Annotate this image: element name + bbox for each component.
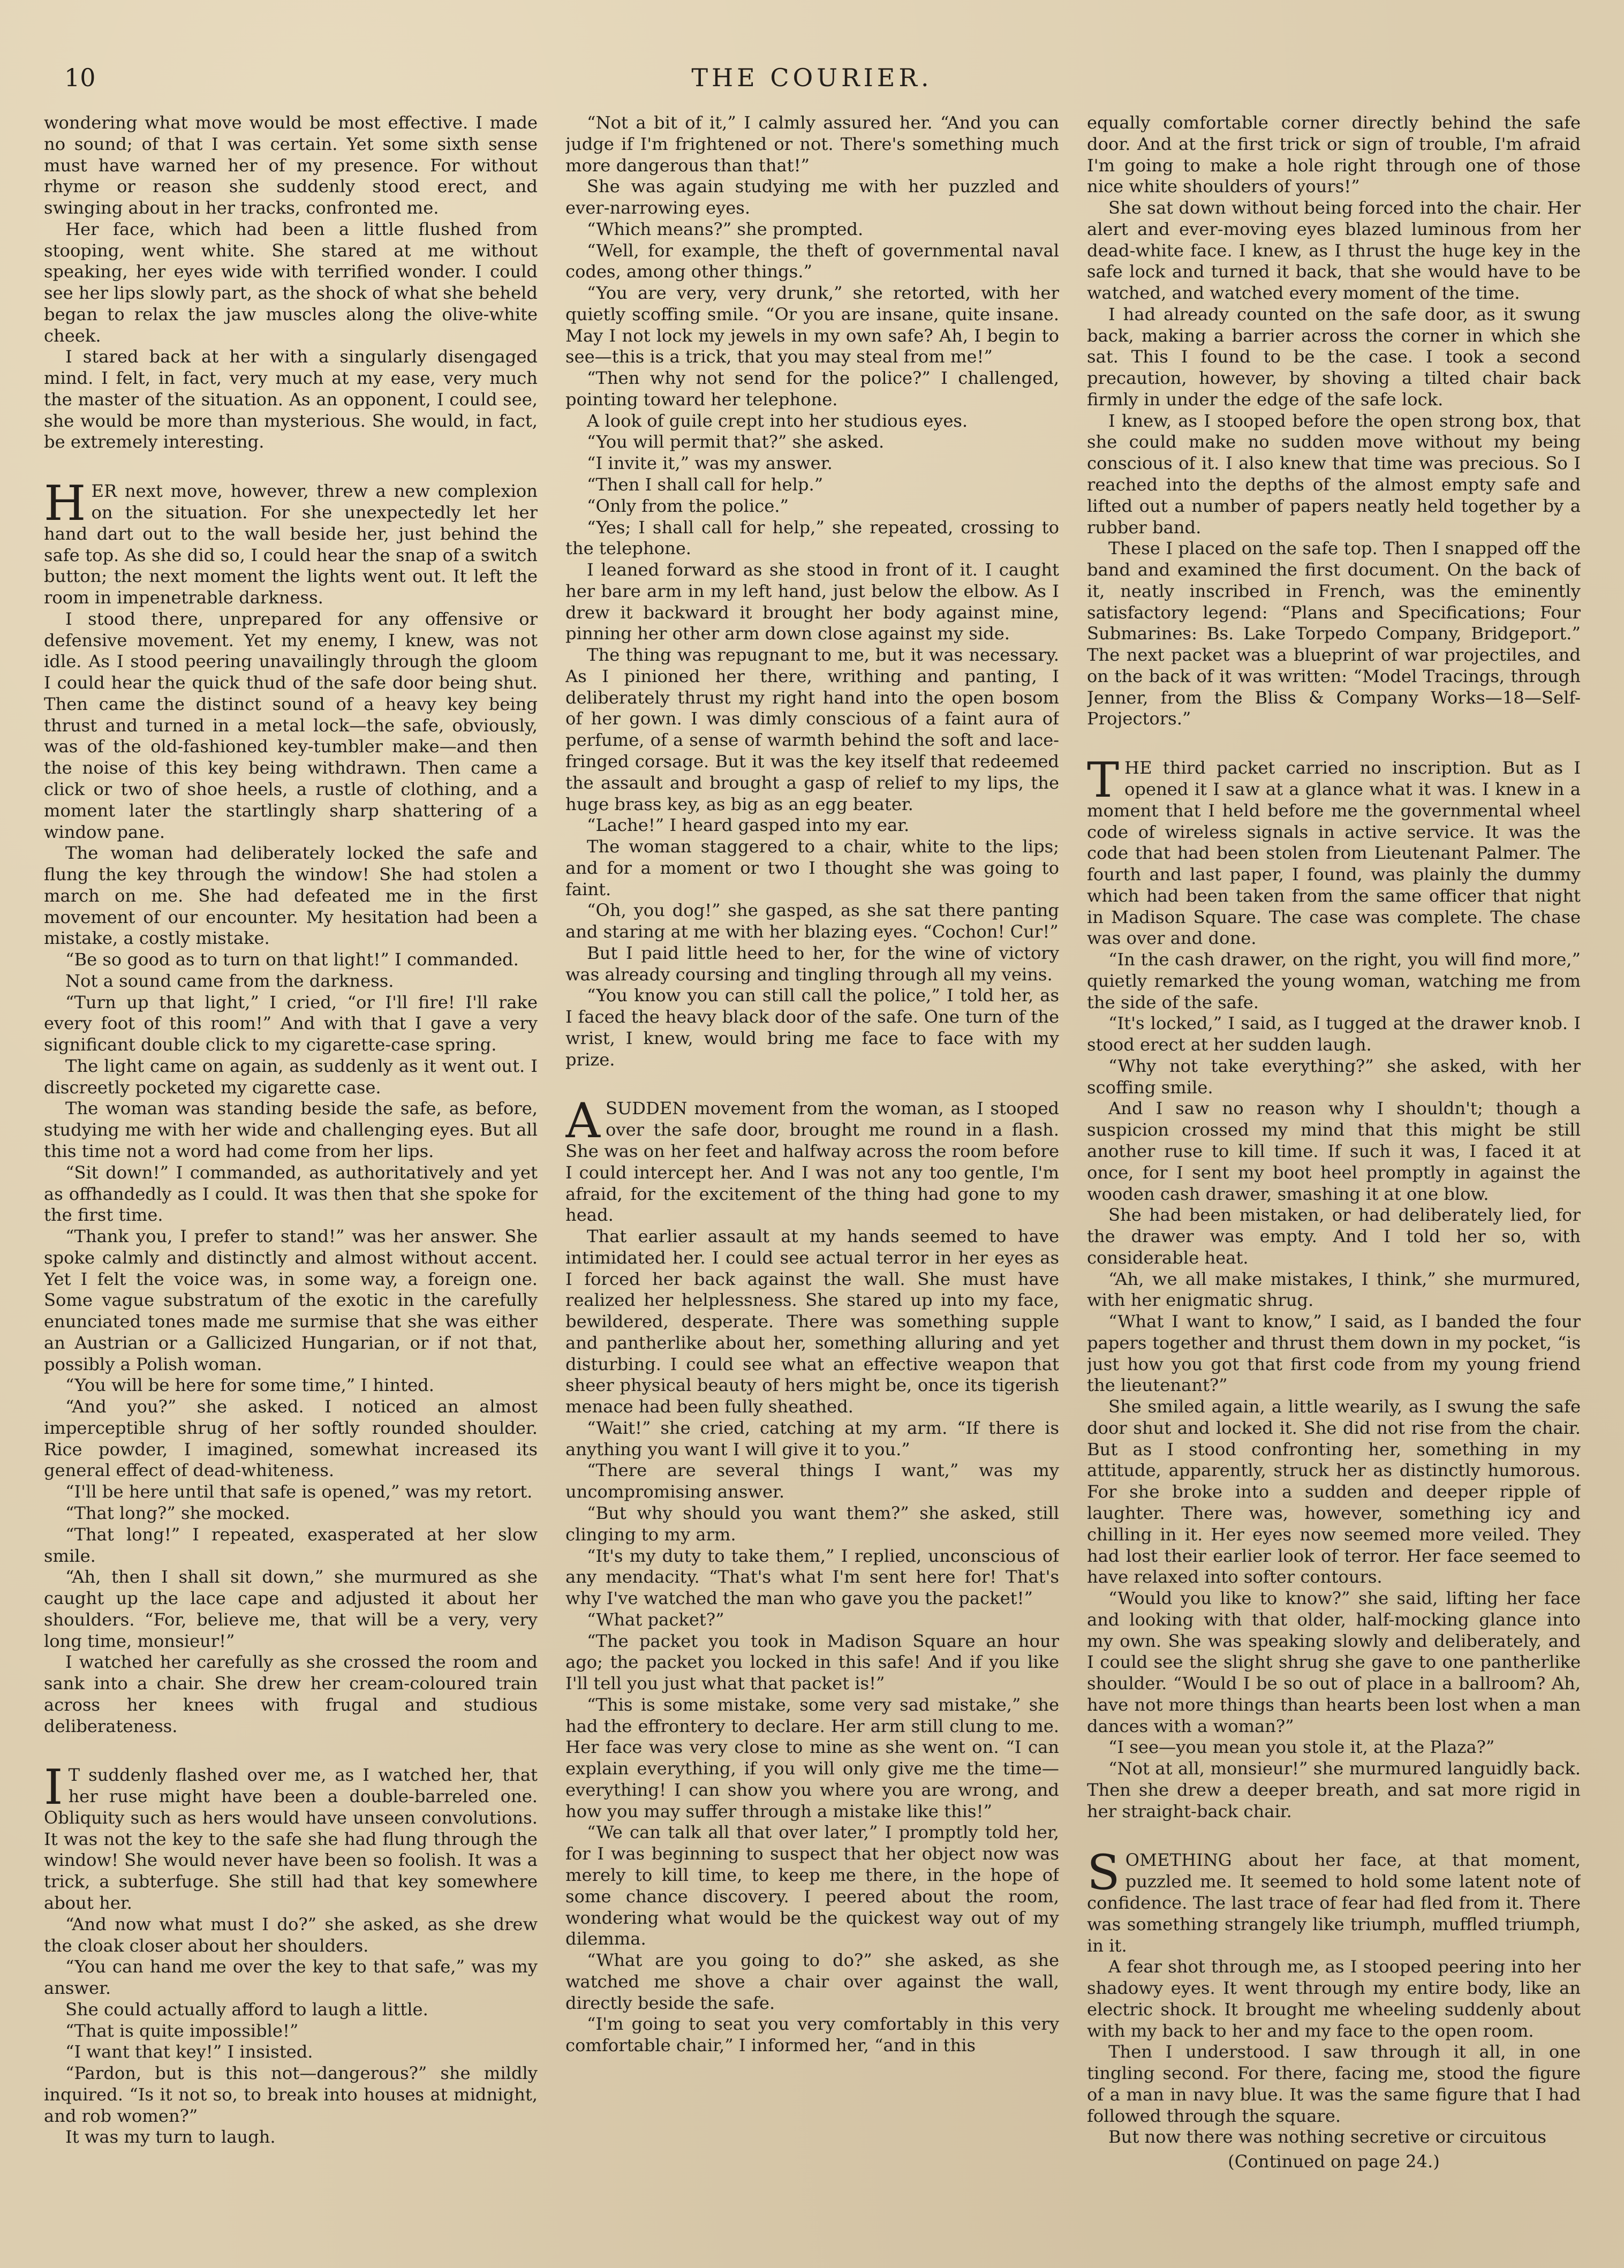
paragraph-text: (Continued on page 24.) — [1228, 2151, 1440, 2172]
paragraph-text: That earlier assault at my hands seemed to have intimidated her. I could see actual terror in her eyes as I forced her back against the wall. She must have realized her helplessness. She stared up into my face, bewildered, desperate. There was something supple and pantherlike about her, something alluring and yet disturbing. I could see what an effective weapon that sheer physical beauty of hers might be, once its tigerish menace had been fully sheathed. — [565, 1226, 1059, 1417]
article-columns — [44, 112, 1581, 2243]
page-header — [64, 54, 1560, 102]
column-3 — [1087, 112, 1581, 2243]
paragraph-text: Her face, which had been a little flushed from stooping, went white. She stared at me without speaking, her eyes wide with terrified wonder. I could see her lips slowly part, as the shock of what she beheld began to relax the jaw muscles along the olive-white cheek. — [44, 218, 538, 346]
column-2 — [565, 112, 1059, 2243]
drop-cap: A — [565, 1093, 600, 1150]
paragraph — [1087, 1013, 1581, 1056]
paragraph-text: “There are several things I want,” was my uncompromising answer. — [565, 1460, 1059, 1502]
paragraph-text: “Then why not send for the police?” I challenged, pointing toward her telephone. — [565, 368, 1059, 410]
paragraph — [565, 645, 1059, 815]
paragraph-text: OMETHING about her face, at that moment, puzzled me. It seemed to hold some latent note of confidence. The last trace of fear had fled from it. There was something strangely like triumph, muffled triumph, in it. — [1087, 1850, 1581, 1956]
paragraph — [565, 219, 1059, 240]
paragraph — [565, 517, 1059, 560]
paragraph-text: She sat down without being forced into the chair. Her alert and ever-moving eyes blazed luminous from her dead-white face. I knew, as I thrust the huge key in the safe lock and turned it back, that she would have to be watched, and watched every moment of the time. — [1087, 198, 1581, 304]
paragraph — [44, 346, 538, 453]
paragraph — [44, 2063, 538, 2127]
paragraph — [565, 432, 1059, 453]
paragraph-text: “Then I shall call for help.” — [587, 474, 824, 495]
paragraph — [1087, 304, 1581, 411]
page-number: 10 — [64, 63, 96, 92]
paragraph-text: “I'll be here until that safe is opened,” was my retort. — [65, 1481, 533, 1502]
paragraph-text: “But why should you want them?” she asked, still clinging to my arm. — [565, 1503, 1059, 1545]
drop-cap: I — [44, 1759, 63, 1816]
paragraph-text: These I placed on the safe top. Then I snapped off the band and examined the first document. On the back of it, neatly inscribed in French, was the eminently satisfactory legend: “Plans and Specifications; Four Submarines: Bs. Lake Torpedo Company, Bridgeport.” The next packet was a blueprint of war projectiles, and on the back of it was written: “Model Tracings, through Jenner, from the Bliss & Company Works—18—Self-Projectors.” — [1087, 538, 1581, 729]
paragraph-text: “You will be here for some time,” I hinted. — [65, 1375, 434, 1396]
paragraph — [1087, 752, 1581, 949]
paragraph — [44, 843, 538, 949]
paragraph-text: “Which means?” she prompted. — [587, 218, 864, 239]
paragraph — [44, 1056, 538, 1099]
paragraph — [44, 1226, 538, 1375]
paragraph — [44, 971, 538, 992]
paragraph — [44, 609, 538, 843]
paragraph — [44, 475, 538, 609]
paragraph-text: “Be so good as to turn on that light!” I commanded. — [65, 949, 519, 970]
paragraph-text: HE third packet carried no inscription. But as I opened it I saw at a glance what it was. I knew in a moment that I held before me the governmental wheel code of wireless signals in active service. It was the code that had been stolen from Lieutenant Palmer. The fourth and last paper, I found, was plainly the dummy which had been taken from the same officer that night in Madison Square. The case was complete. The chase was over and done. — [1087, 758, 1581, 949]
paragraph — [44, 112, 538, 219]
paragraph-text: Not a sound came from the darkness. — [65, 970, 394, 991]
paragraph — [565, 1503, 1059, 1546]
paragraph-text: “Only from the police.” — [587, 495, 789, 516]
paragraph — [565, 411, 1059, 432]
paragraph — [565, 2014, 1059, 2057]
paragraph-text: “Yes; I shall call for help,” she repeated, crossing to the telephone. — [565, 517, 1059, 559]
paragraph — [44, 1481, 538, 1503]
paragraph — [565, 453, 1059, 474]
masthead-title: THE COURIER. — [691, 63, 933, 92]
paragraph-text: The light came on again, as suddenly as it went out. I discreetly pocketed my cigarette case. — [44, 1055, 538, 1098]
paragraph — [44, 1914, 538, 1957]
paragraph-text: “That is quite impossible!” — [65, 2020, 299, 2041]
paragraph — [44, 1098, 538, 1162]
paragraph-text: “What packet?” — [587, 1609, 724, 1630]
paragraph-text: “This is some mistake, some very sad mistake,” she had the effrontery to declare. Her arm still clung to me. Her face was very close to mine as she went on. “I can explain everything, if you will only give me the time—everything! I can show you where you are wrong, and how you may suffer through a mistake like this!” — [565, 1694, 1059, 1821]
paragraph-text: She was again studying me with her puzzled and ever-narrowing eyes. — [565, 176, 1059, 218]
paragraph — [1087, 1844, 1581, 1956]
paragraph — [565, 112, 1059, 176]
paragraph-text: “You are very, very drunk,” she retorted, with her quietly scoffing smile. “Or you are insane, quite insane. May I not lock my jewels in my own safe? Ah, I begin to see—this is a trick, that you may steal from me!” — [565, 283, 1059, 367]
paragraph — [1087, 1205, 1581, 1268]
paragraph — [565, 176, 1059, 219]
paragraph — [565, 474, 1059, 496]
paragraph — [44, 992, 538, 1056]
paragraph — [565, 1631, 1059, 1695]
paragraph-text: “Lache!” I heard gasped into my ear. — [587, 815, 910, 836]
paragraph-text: “That long?” she mocked. — [65, 1503, 290, 1523]
paragraph — [565, 900, 1059, 943]
paragraph — [1087, 411, 1581, 539]
paragraph-text: It was my turn to laugh. — [65, 2127, 276, 2148]
paragraph — [1087, 2042, 1581, 2127]
paragraph-text: Then I understood. I saw through it all, in one tingling second. For there, facing me, stood the figure of a man in navy blue. It was the same figure that I had followed through the square. — [1087, 2042, 1581, 2126]
paragraph-text: The woman had deliberately locked the safe and flung the key through the window! She had stolen a march on me. She had defeated me in the first movement of our encounter. My hesitation had been a mistake, a costly mistake. — [44, 843, 538, 949]
paragraph — [1087, 1758, 1581, 1822]
paragraph-text: equally comfortable corner directly behind the safe door. And at the first trick or sign of trouble, I'm afraid I'm going to make a hole right through one of those nice white shoulders of yours!” — [1087, 112, 1581, 197]
paragraph — [44, 1999, 538, 2021]
paragraph — [1087, 949, 1581, 1013]
paragraph — [44, 1567, 538, 1652]
paragraph — [565, 943, 1059, 986]
paragraph — [565, 1418, 1059, 1461]
paragraph — [44, 949, 538, 971]
paragraph-text: “I see—you mean you stole it, at the Plaza?” — [1108, 1737, 1495, 1758]
paragraph — [1087, 1098, 1581, 1205]
drop-cap: S — [1087, 1844, 1120, 1901]
paragraph-text: “Not at all, monsieur!” she murmured languidly back. Then she drew a deeper breath, and sat more rigid in her straight-back chair. — [1087, 1758, 1581, 1821]
paragraph-text: “And you?” she asked. I noticed an almost imperceptible shrug of her softly rounded shoulder. Rice powder, I imagined, somewhat increased its general effect of dead-whiteness. — [44, 1396, 538, 1481]
paragraph-text: But I paid little heed to her, for the wine of victory was already coursing and tingling through all my veins. — [565, 942, 1059, 985]
paragraph — [1087, 1056, 1581, 1099]
paragraph — [1087, 1396, 1581, 1588]
paragraph-text: “I invite it,” was my answer. — [587, 453, 833, 474]
paragraph-text: I had already counted on the safe door, as it swung back, making a barrier across the corner in which she sat. This I found to be the case. I took a second precaution, however, by shoving a tilted chair back firmly in under the edge of the safe lock. — [1087, 304, 1581, 410]
column-1 — [44, 112, 538, 2243]
paragraph — [44, 2127, 538, 2148]
paragraph-text: “It's locked,” I said, as I tugged at the drawer knob. I stood erect at her sudden laugh. — [1087, 1013, 1581, 1055]
paragraph-text: “Sit down!” I commanded, as authoritatively and yet as offhandedly as I could. It was then that she spoke for the first time. — [44, 1162, 538, 1226]
paragraph-text: “What are you going to do?” she asked, as she watched me shove a chair over against the wall, directly beside the safe. — [565, 1950, 1059, 2013]
paragraph-text: I watched her carefully as she crossed the room and sank into a chair. She drew her cream-coloured train across her knees with frugal and studious deliberateness. — [44, 1652, 538, 1736]
paragraph — [44, 2042, 538, 2063]
paragraph-text: “I want that key!” I insisted. — [65, 2042, 313, 2062]
continuation-note — [1087, 2151, 1581, 2173]
paragraph-text: “Not a bit of it,” I calmly assured her. “And you can judge if I'm frightened or not. There's something much more dangerous than that!” — [565, 112, 1059, 176]
paragraph-text: “You will permit that?” she asked. — [587, 432, 885, 452]
paragraph-text: ER next move, however, threw a new complexion on the situation. For she unexpectedly let her hand dart out to the wall beside her, just behind the safe top. As she did so, I could hear the snap of a switch button; the next moment the lights went out. It left the room in impenetrable darkness. — [44, 481, 538, 608]
paragraph-text: A fear shot through me, as I stooped peering into her shadowy eyes. It went through my entire body, like an electric shock. It brought me wheeling suddenly about with my back to her and my face to the open room. — [1087, 1956, 1581, 2041]
paragraph-text: “You know you can still call the police,” I told her, as I faced the heavy black door of the safe. One turn of the wrist, I knew, would bring me face to face with my prize. — [565, 985, 1059, 1070]
paragraph-text: “That long!” I repeated, exasperated at her slow smile. — [44, 1524, 538, 1566]
paragraph — [565, 985, 1059, 1070]
paragraph-text: “Ah, then I shall sit down,” she murmured as she caught up the lace cape and adjusted it about her shoulders. “For, believe me, that will be a very, very long time, monsieur!” — [44, 1567, 538, 1651]
paragraph — [1087, 2127, 1581, 2148]
paragraph-text: I leaned forward as she stood in front of it. I caught her bare arm in my left hand, just below the elbow. As I drew it backward it brought her body against mine, pinning her other arm down close against my side. — [565, 560, 1059, 644]
paragraph — [44, 2021, 538, 2042]
paragraph-text: And I saw no reason why I shouldn't; though a suspicion crossed my mind that this might be still another ruse to kill time. If such it was, I faced it at once, for I sent my boot heel promptly in against the wooden cash drawer, smashing it at one blow. — [1087, 1098, 1581, 1204]
paragraph — [565, 1460, 1059, 1503]
paragraph-text: “Why not take everything?” she asked, with her scoffing smile. — [1087, 1055, 1581, 1098]
paragraph — [565, 1546, 1059, 1609]
paragraph — [565, 560, 1059, 645]
paragraph-text: “Pardon, but is this not—dangerous?” she mildly inquired. “Is it not so, to break into houses at midnight, and rob women?” — [44, 2063, 538, 2126]
paragraph — [44, 1652, 538, 1737]
paragraph-text: “Would you like to know?” she said, lifting her face and looking with that older, half-mocking glance into my own. She was speaking slowly and deliberately, and I could see the slight shrug she gave to one pantherlike shoulder. “Would I be so out of place in a ballroom? Ah, have not more things than hearts been lost when a man dances with a woman?” — [1087, 1588, 1581, 1736]
paragraph — [565, 368, 1059, 411]
paragraph-text: “In the cash drawer, on the right, you will find more,” quietly remarked the young woman, watching me from the side of the safe. — [1087, 949, 1581, 1012]
paragraph-text: “And now what must I do?” she asked, as she drew the cloak closer about her shoulders. — [44, 1914, 538, 1956]
paragraph — [565, 815, 1059, 836]
paragraph-text: “Well, for example, the theft of governmental naval codes, among other things.” — [565, 240, 1059, 282]
paragraph-text: I stood there, unprepared for any offensive or defensive movement. Yet my enemy, I knew, was not idle. As I stood peering unavailingly through the gloom I could hear the quick thud of the safe door being shut. Then came the distinct sound of a heavy key being thrust and turned in a metal lock—the safe, obviously, was of the old-fashioned key-tumbler make—and then the noise of this key being withdrawn. Then came a click or two of shoe heels, a rustle of clothing, and a moment later the startlingly sharp shattering of a window pane. — [44, 608, 538, 842]
paragraph — [1087, 1269, 1581, 1312]
drop-cap: H — [44, 475, 86, 532]
paragraph — [44, 1396, 538, 1481]
paragraph-text: “We can talk all that over later,” I promptly told her, for I was beginning to suspect that her object now was merely to kill time, to keep me there, in the hope of some chance discovery. I peered about the room, wondering what would be the quickest way out of my dilemma. — [565, 1822, 1059, 1949]
paragraph — [565, 1093, 1059, 1226]
paragraph-text: SUDDEN movement from the woman, as I stooped over the safe door, brought me round in a flash. She was on her feet and halfway across the room before I could intercept her. And I was not any too gentle, I'm afraid, for the excitement of the thing had gone to my head. — [565, 1098, 1059, 1226]
paragraph — [44, 219, 538, 347]
paragraph — [565, 1609, 1059, 1631]
paragraph — [565, 496, 1059, 517]
paragraph-text: The woman was standing beside the safe, as before, studying me with her wide and challenging eyes. But all this time not a word had come from her lips. — [44, 1098, 538, 1161]
paragraph — [565, 836, 1059, 900]
paragraph-text: The thing was repugnant to me, but it was necessary. As I pinioned her there, writhing and panting, I deliberately thrust my right hand into the open bosom of her gown. I was dimly conscious of a faint aura of perfume, of a sense of warmth behind the soft and lace-fringed corsage. But it was the key itself that redeemed the assault and brought a gasp of relief to my lips, the huge brass key, as big as an egg beater. — [565, 645, 1059, 814]
paragraph-text: I stared back at her with a singularly disengaged mind. I felt, in fact, very much at my ease, very much the master of the situation. As an opponent, I could see, she would be more than mysterious. She would, in fact, be extremely interesting. — [44, 346, 538, 452]
paragraph-text: I knew, as I stooped before the open strong box, that she could make no sudden move without my being conscious of it. I also knew that time was precious. So I reached into the depths of the almost empty safe and lifted out a number of papers neatly held together by a rubber band. — [1087, 410, 1581, 538]
paragraph — [565, 283, 1059, 368]
paragraph-text: “Thank you, I prefer to stand!” was her answer. She spoke calmly and distinctly and almost without accent. Yet I felt the voice was, in some way, a foreign one. Some vague substratum of the exotic in the carefully enunciated tones made me surmise that she was either an Austrian or a Gallicized Hungarian, or if not that, possibly a Polish woman. — [44, 1226, 538, 1374]
paragraph — [565, 1226, 1059, 1418]
drop-cap: T — [1087, 752, 1120, 809]
paragraph-text: “It's my duty to take them,” I replied, unconscious of any mendacity. “That's what I'm sent here for! That's why I've watched the man who gave you the packet!” — [565, 1545, 1059, 1609]
paragraph — [44, 1956, 538, 1999]
paragraph — [565, 1950, 1059, 2014]
paragraph-text: “You can hand me over the key to that safe,” was my answer. — [44, 1956, 538, 1999]
paragraph — [1087, 1588, 1581, 1737]
paragraph-text: “Ah, we all make mistakes, I think,” she murmured, with her enigmatic shrug. — [1087, 1268, 1581, 1311]
paragraph — [565, 240, 1059, 283]
paragraph — [1087, 1737, 1581, 1758]
paragraph-text: T suddenly flashed over me, as I watched her, that her ruse might have been a double-barreled one. Obliquity such as hers would have unseen convolutions. It was not the key to the safe she had flung through the window! She would never have been so foolish. It was a trick, a subterfuge. She still had that key somewhere about her. — [44, 1765, 538, 1914]
paragraph — [44, 1375, 538, 1396]
paragraph-text: She could actually afford to laugh a little. — [65, 1999, 428, 2020]
paragraph-text: She had been mistaken, or had deliberately lied, for the drawer was empty. And I told her so, with considerable heat. — [1087, 1205, 1581, 1268]
paragraph-text: wondering what move would be most effective. I made no sound; of that I was certain. Yet some sixth sense must have warned her of my presence. For without rhyme or reason she suddenly stood erect, and swinging about in her tracks, confronted me. — [44, 112, 538, 218]
paragraph — [1087, 1956, 1581, 2042]
paragraph — [44, 1162, 538, 1226]
paragraph-text: “Oh, you dog!” she gasped, as she sat there panting and staring at me with her blazing eyes. “Cochon! Cur!” — [565, 900, 1059, 942]
paragraph-text: The woman staggered to a chair, white to the lips; and for a moment or two I thought she was going to faint. — [565, 836, 1059, 899]
paragraph — [565, 1822, 1059, 1950]
paragraph-text: “What I want to know,” I said, as I banded the four papers together and thrust them down in my pocket, “is just how you got that first code from my young friend the lieutenant?” — [1087, 1311, 1581, 1396]
paragraph-text: A look of guile crept into her studious eyes. — [587, 410, 968, 431]
paragraph-text: “Turn up that light,” I cried, “or I'll fire! I'll rake every foot of this room!” And with that I gave a very significant double click to my cigarette-case spring. — [44, 992, 538, 1055]
paragraph — [1087, 198, 1581, 304]
paragraph — [1087, 112, 1581, 198]
paragraph — [565, 1695, 1059, 1823]
paragraph-text: She smiled again, a little wearily, as I swung the safe door shut and locked it. She did not rise from the chair. But as I stood confronting her, something in my attitude, apparently, struck her as distinctly humorous. For she broke into a sudden and deeper ripple of laughter. There was, however, something icy and chilling in it. Her eyes now seemed more veiled. They had lost their earlier look of terror. Her face seemed to have relaxed into softer contours. — [1087, 1396, 1581, 1587]
paragraph — [44, 1524, 538, 1567]
paragraph — [44, 1503, 538, 1524]
paragraph-text: “I'm going to seat you very comfortably in this very comfortable chair,” I informed her, “and in this — [565, 2014, 1059, 2056]
paragraph-text: “The packet you took in Madison Square an hour ago; the packet you locked in this safe! And if you like I'll tell you just what that packet is!” — [565, 1630, 1059, 1694]
paragraph-text: But now there was nothing secretive or circuitous — [1108, 2127, 1546, 2148]
paragraph — [1087, 538, 1581, 730]
paragraph-text: “Wait!” she cried, catching at my arm. “If there is anything you want I will give it to you.” — [565, 1417, 1059, 1460]
paragraph — [44, 1759, 538, 1914]
paragraph — [1087, 1311, 1581, 1396]
